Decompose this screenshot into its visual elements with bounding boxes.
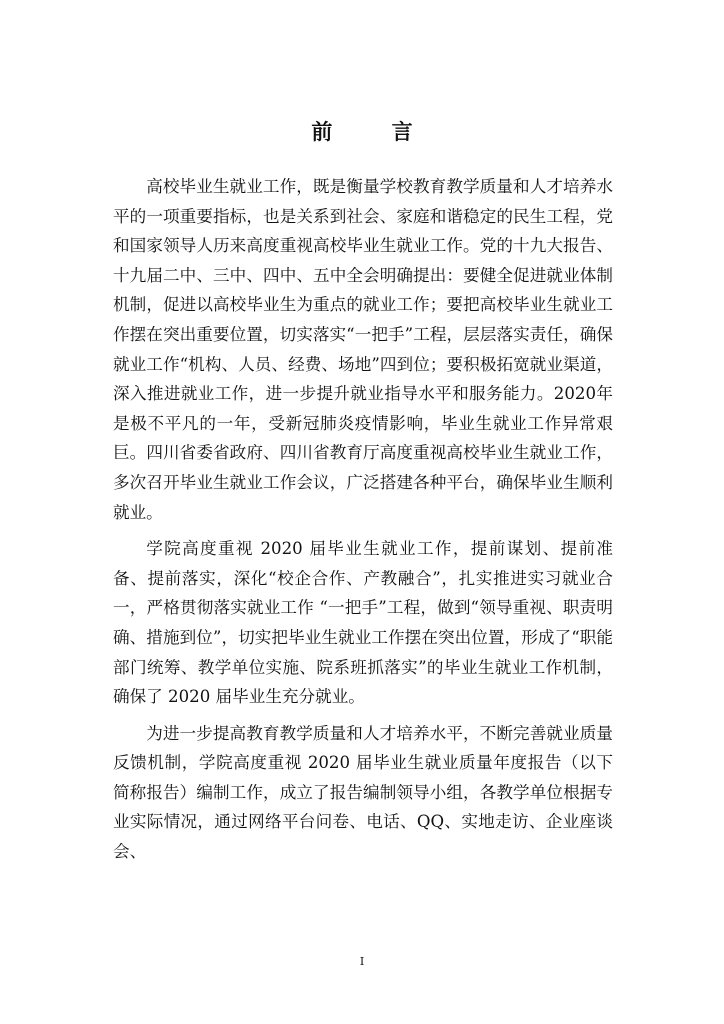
page-title: 前 言 bbox=[311, 120, 439, 144]
paragraph-1: 高校毕业生就业工作，既是衡量学校教育教学质量和人才培养水平的一项重要指标，也是关系到社会、家庭和谐稳定的民生工程，党和国家领导人历来高度重视高校毕业生就业工作。党的十九大报告、十九届二中、三中、四中、五中全会明确提出：要健全促进就业体制机制，促进以高校毕业生为重点的就业工作；要把高校毕业生就业工作摆在突出重要位置，切实落实“一把手”工程，层层落实责任，确保就业工作“机构、人员、经费、场地”四到位；要积极拓宽就业渠道，深入推进就业工作，进一步提升就业指导水平和服务能力。2020年是极不平凡的一年，受新冠肺炎疫情影响，毕业生就业工作异常艰巨。四川省委省政府、四川省教育厅高度重视高校毕业生就业工作，多次召开毕业生就业工作会议，广泛搭建各种平台，确保毕业生顺利就业。 bbox=[113, 177, 613, 522]
paragraph-2: 学院高度重视 2020 届毕业生就业工作，提前谋划、提前准备、提前落实，深化“校企合作、产教融合”，扎实推进实习就业合一，严格贯彻落实就业工作 “一把手”工程，做到“领导重视、职责明确、措施到位”，切实把毕业生就业工作摆在突出位置，形成了“职能部门统筹、教学单位实施、院系班抓落实”的毕业生就业工作机制，确保了 2020 届毕业生充分就业。 bbox=[113, 539, 613, 707]
page-number: I bbox=[359, 955, 365, 968]
paragraph-3: 为进一步提高教育教学质量和人才培养水平，不断完善就业质量反馈机制，学院高度重视 2020 届毕业生就业质量年度报告（以下简称报告）编制工作，成立了报告编制领导小组，各教学单位根据专业实际情况，通过网络平台问卷、电话、QQ、实地走访、企业座谈会、 bbox=[113, 723, 613, 862]
body-text bbox=[113, 172, 613, 874]
